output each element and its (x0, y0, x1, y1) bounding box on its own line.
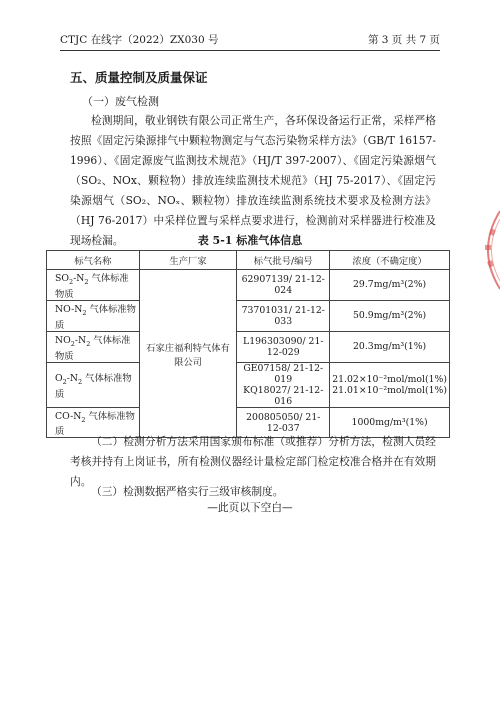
batch-cell: 200805050/ 21-12-037 (237, 407, 330, 438)
data-review-paragraph: （三）检测数据严格实行三级审核制度。 (91, 485, 284, 498)
gas-name-cell: $O_2-N_2$ 气体标准物质 (47, 362, 140, 407)
analysis-method-paragraph: （二）检测分析方法采用国家颁布标准（或推荐）分析方法，检测人员经考核并持有上岗证书，所有检测仪器经计量检定部门检定校准合格并在有效期内。 (70, 435, 436, 488)
batch-line: KQ18027/ 21-12-016 (243, 384, 324, 407)
standard-gas-table (46, 250, 450, 438)
page-header (60, 30, 440, 48)
gas-name-cell: $SO_2-N_2$ 气体标准物质 (47, 270, 140, 301)
exhaust-paragraph: 检测期间，敬业钢铁有限公司正常生产，各环保设备运行正常，采样严格按照《固定污染源排气中颗粒物测定与气态污染物采样方法》（GB/T 16157-1996）、《固定源废气监测技术规范》（HJ/T 397-2007）、《固定污染源烟气（SO₂、NOx、颗粒物）排放连续监测技术规范》（HJ 75-2017）、《固定污染源烟气（SO₂、NOₓ、颗粒物）排放连续监测系统技术要求及检测方法》（HJ 76-2017）中采样位置与采样点要求进行，检测前对采样器进行校准及现场检漏。 (70, 114, 436, 247)
document-id: CTJC 在线字（2022）ZX030 号 (60, 33, 219, 46)
end-of-page-mark: —此页以下空白— (207, 501, 293, 514)
header-batch: 标气批号/编号 (237, 251, 330, 270)
gas-name-cell: $NO-N_2$ 气体标准物质 (47, 300, 140, 331)
batch-cell: 62907139/ 21-12-024 (237, 270, 330, 301)
concentration-line: 21.02×10⁻²mol/mol(1%) (332, 373, 447, 385)
batch-cell: 73701031/ 21-12-033 (237, 300, 330, 331)
header-concentration: 浓度（不确定度） (330, 251, 450, 270)
table-header-row (47, 251, 450, 270)
concentration-cell: 1000mg/m³(1%) (330, 407, 450, 438)
subsection-exhaust-title: （一）废气检测 (82, 95, 159, 108)
header-manufacturer: 生产厂家 (139, 251, 237, 270)
concentration-cell: 20.3mg/m³(1%) (330, 331, 450, 362)
concentration-cell: 29.7mg/m³(2%) (330, 270, 450, 301)
table-row (47, 300, 450, 331)
seal-stamp-icon (470, 205, 500, 295)
header-gas-name: 标气名称 (47, 251, 140, 270)
batch-cell: L196303090/ 21-12-029 (237, 331, 330, 362)
manufacturer-cell: 石家庄福利特气体有限公司 (139, 270, 237, 438)
table-title: 表 5-1 标准气体信息 (197, 234, 303, 247)
concentration-cell: 50.9mg/m³(2%) (330, 300, 450, 331)
batch-line: GE07158/ 21-12-019 (243, 362, 324, 385)
header-rule (60, 50, 440, 51)
page-number: 第 3 页 共 7 页 (367, 33, 440, 46)
batch-cell (237, 362, 330, 407)
gas-name-cell: $CO-N_2$ 气体标准物质 (47, 407, 140, 438)
section-title: 五、质量控制及质量保证 (70, 70, 208, 85)
table-row (47, 270, 450, 301)
concentration-cell (330, 362, 450, 407)
concentration-line: 21.01×10⁻²mol/mol(1%) (332, 384, 447, 396)
table-row (47, 362, 450, 407)
gas-name-cell: $NO_2-N_2$ 气体标准物质 (47, 331, 140, 362)
table-row (47, 331, 450, 362)
